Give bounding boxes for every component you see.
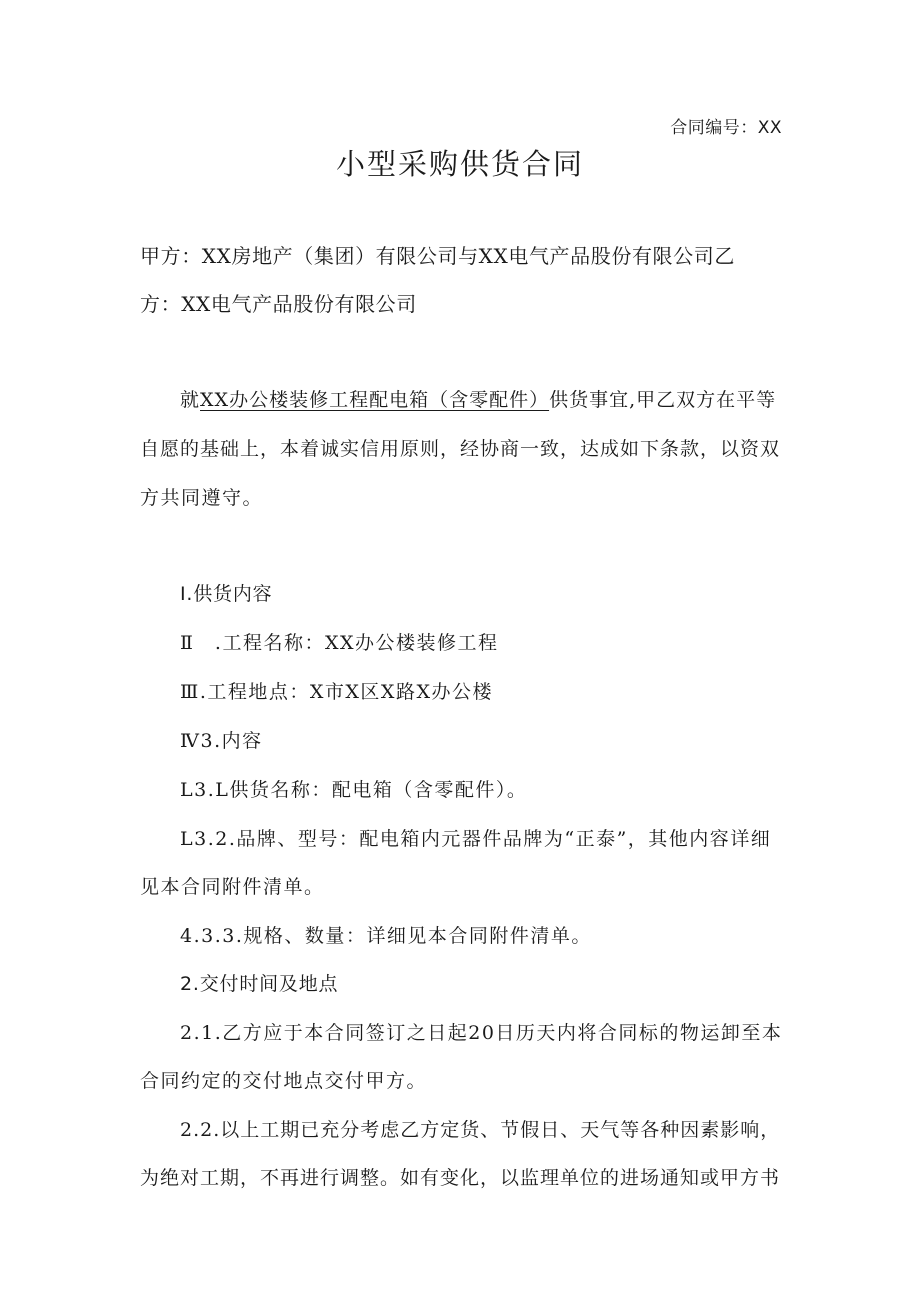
intro-line-1 bbox=[180, 385, 776, 412]
intro-line-2: 自愿的基础上，本着诚实信用原则，经协商一致，达成如下条款，以资双 bbox=[140, 438, 781, 460]
section-content: Ⅳ3.内容 bbox=[180, 730, 263, 752]
intro-line-1-rest: 供货事宜,甲乙双方在平等 bbox=[549, 389, 777, 411]
section-project-name: Ⅱ .工程名称：XX办公楼装修工程 bbox=[180, 632, 499, 654]
section-2-2-line-1: 2.2.以上工期已充分考虑乙方定货、节假日、天气等各种因素影响， bbox=[180, 1119, 781, 1141]
section-2-2-line-2: 为绝对工期，不再进行调整。如有变化，以监理单位的进场通知或甲方书 bbox=[140, 1167, 781, 1189]
section-2-1-line-2: 合同约定的交付地点交付甲方。 bbox=[140, 1070, 428, 1092]
section-supply-name: L3.L供货名称：配电箱（含零配件）。 bbox=[180, 779, 528, 801]
contract-number: 合同编号：XX bbox=[670, 118, 782, 138]
parties-line-2: 方：XX电气产品股份有限公司 bbox=[140, 292, 417, 316]
section-delivery-time-place: 2.交付时间及地点 bbox=[180, 973, 339, 995]
project-name-underlined: XX办公楼装修工程配电箱（含零配件） bbox=[200, 389, 550, 411]
intro-prefix: 就 bbox=[180, 389, 201, 411]
parties-line-1: 甲方：XX房地产（集团）有限公司与XX电气产品股份有限公司乙 bbox=[140, 244, 735, 268]
section-brand-model-line-1: L3.2.品牌、型号：配电箱内元器件品牌为“正泰”，其他内容详细 bbox=[180, 828, 772, 850]
section-spec-quantity: 4.3.3.规格、数量：详细见本合同附件清单。 bbox=[180, 925, 592, 947]
section-2-1-line-1: 2.1.乙方应于本合同签订之日起20日历天内将合同标的物运卸至本 bbox=[180, 1022, 783, 1044]
section-supply-content: Ⅰ.供货内容 bbox=[180, 583, 273, 605]
intro-line-3: 方共同遵守。 bbox=[140, 487, 264, 509]
section-project-location: Ⅲ.工程地点：X市X区X路X办公楼 bbox=[180, 681, 493, 703]
document-title: 小型采购供货合同 bbox=[335, 147, 584, 181]
section-brand-model-line-2: 见本合同附件清单。 bbox=[140, 876, 325, 898]
